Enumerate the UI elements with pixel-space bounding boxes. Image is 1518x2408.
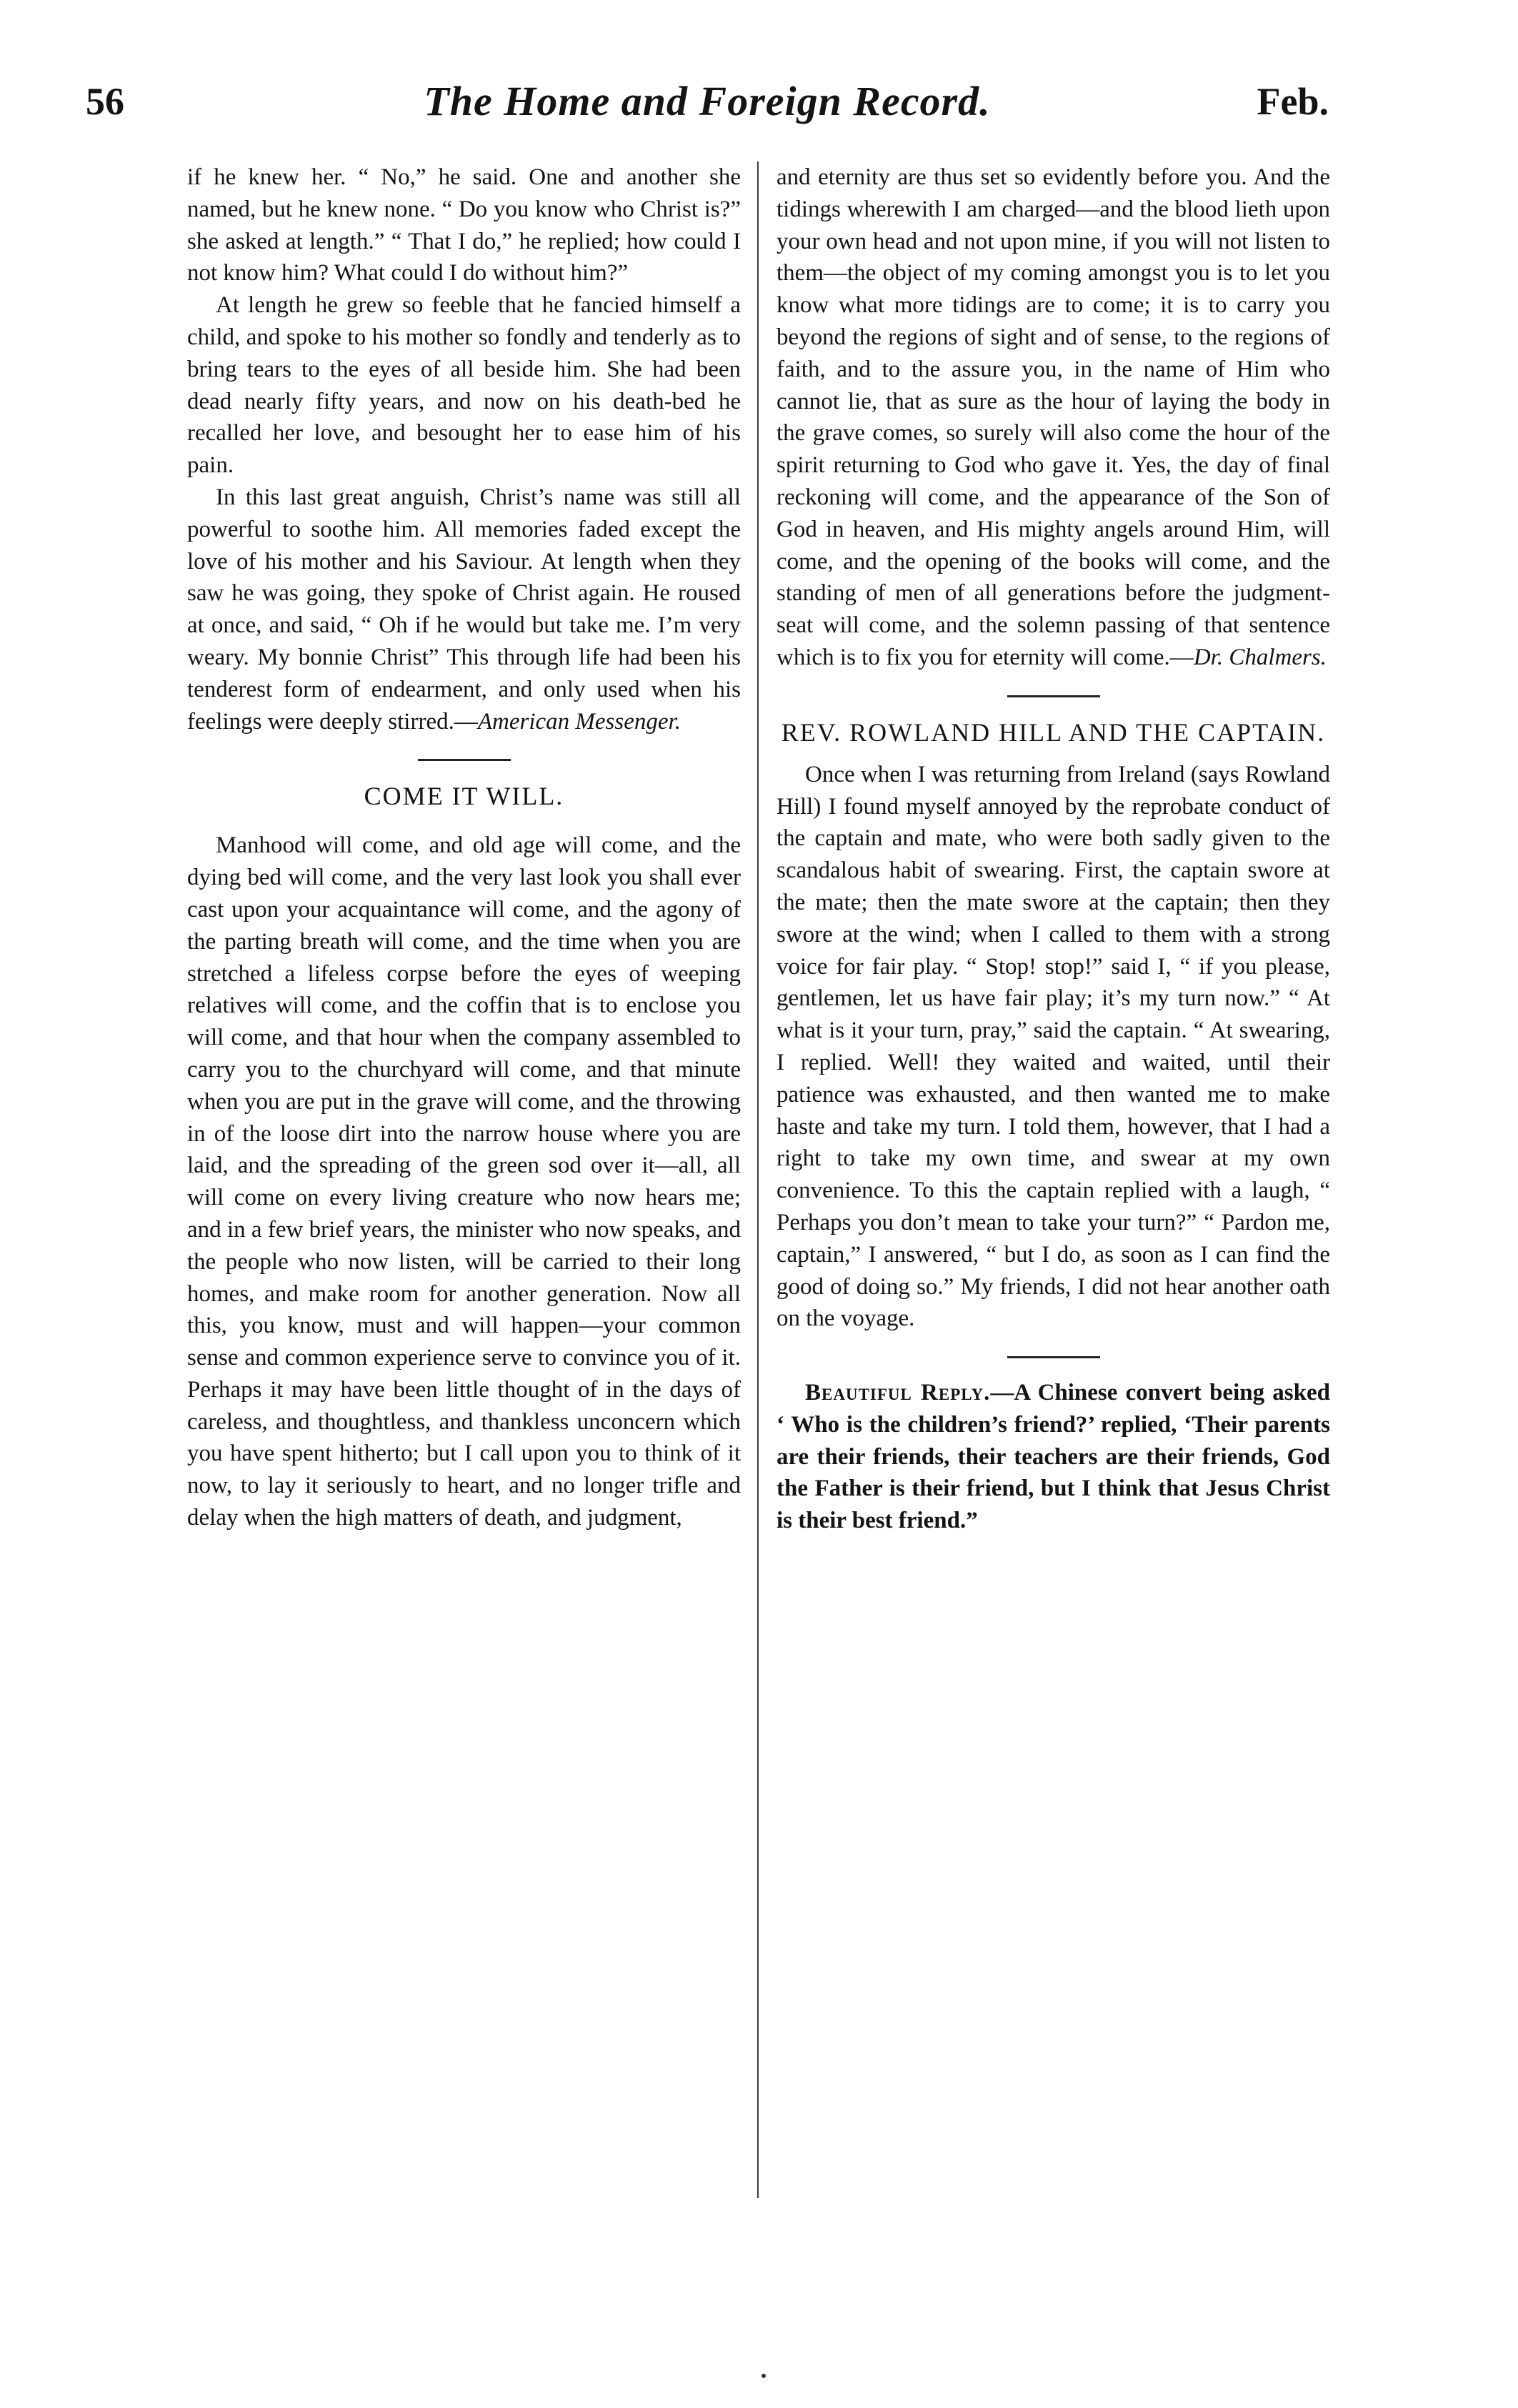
section-divider [418,759,511,761]
story-paragraph: if he knew her. “ No,” he said. One and another she named, but he knew none. “ Do you know who Christ is?” she asked at length.” “ That I do,” he replied; how could I not know him? What could I do without him?” [187,164,741,287]
page-header [86,73,1329,130]
beautiful-reply-body: —A Chinese convert being asked ‘ Who is the children’s friend?’ replied, ‘Their parents are their friends, their teachers are their friends, God the Father is their friend, but I think that Jesus Christ is their best friend.” [777,1380,1330,1534]
running-title: The Home and Foreign Record. [424,78,991,124]
article-body-rowland-hill: Once when I was returning from Ireland (says Rowland Hill) I found myself annoyed by the reprobate conduct of the captain and mate, who were both sadly given to the scandalous habit of swearing. First, the captain swore at the mate; then the mate swore at the captain; then they swore at the wind; when I called to them with a strong voice for fair play. “ Stop! stop!” said I, “ if you please, gentlemen, let us have fair play; it’s my turn now.” “ At what is it your turn, pray,” said the captain. “ At swearing, I replied. Well! they waited and waited, until their patience was exhausted, and then wanted me to make haste and take my turn. I told them, however, that I had a right to take my own time, and swear at my own convenience. To this the captain replied with a laugh, “ Perhaps you don’t mean to take your turn?” “ Pardon me, captain,” I answered, “ but I do, as soon as I can find the good of doing so.” My friends, I did not hear another oath on the voyage. [777,761,1330,1332]
left-column [187,161,741,1534]
page-number: 56 [86,80,124,123]
column-divider [757,161,759,2198]
story-paragraph-final [187,482,741,737]
right-column [777,161,1330,1537]
ink-dot [762,2374,766,2378]
section-divider [1007,1356,1100,1358]
continuation-text: and eternity are thus set so evidently before you. And the tidings wherewith I am charged—and the blood lieth upon your own head and not upon mine, if you will not listen to them—the object of my coming amongst you is to let you know what more tidings are to come; it is to carry you beyond the regions of sight and of sense, to the regions of faith, and to the assure you, in the name of Him who cannot lie, that as sure as the hour of laying the body in the grave comes, so surely will also come the hour of the spirit returning to God who gave it. Yes, the day of final reckoning will come, and the appearance of the Son of God in heaven, and His mighty angels around Him, will come, and the opening of the books will come, and the standing of men of all generations before the judgment-seat will come, and the solemn passing of that sentence which is to fix you for eternity will come.— [777,164,1330,670]
article-title-come-it-will: COME IT WILL. [364,782,564,811]
article-body-come-it-will: Manhood will come, and old age will come, and the dying bed will come, and the very last look you shall ever cast upon your acquaintance will come, and the agony of the parting breath will come, and the time when you are stretched a lifeless corpse before the eyes of weeping relatives will come, and the coffin that is to enclose you will come, and that hour when the company assembled to carry you to the churchyard will come, and that minute when you are put in the grave will come, and the throwing in of the loose dirt into the narrow house where you are laid, and the spreading of the green sod over it—all, all will come on every living creature who now hears me; and in a few brief years, the minister who now speaks, and the people who now listen, will be carried to their long homes, and make room for another generation. Now all this, you know, must and will happen—your common sense and common experience serve to convince you of it. Perhaps it may have been little thought of in the days of careless, and thoughtless, and thankless unconcern which you have spent hitherto; but I call upon you to think of it now, to lay it seriously to heart, and no longer trifle and delay when the high matters of death, and judgment, [187,832,741,1531]
continuation-source: Dr. Chalmers. [1193,644,1327,670]
story-paragraph: At length he grew so feeble that he fancied himself a child, and spoke to his mother so fondly and tenderly as to bring tears to the eyes of all beside him. She had been dead nearly fifty years, and now on his death-bed he recalled her love, and besought her to ease him of his pain. [187,292,741,479]
story-paragraph-text: In this last great anguish, Christ’s name was still all powerful to soothe him. All memories faded except the love of his mother and his Saviour. At length when they saw he was going, they spoke of Christ again. He roused at once, and said, “ Oh if he would but take me. I’m very weary. My bonnie Christ” This through life had been his tenderest form of endearment, and only used when his feelings were deeply stirred.— [187,484,741,735]
article-beautiful-reply [777,1377,1330,1537]
continuation-paragraph [777,161,1330,674]
beautiful-reply-lead: Beautiful Reply. [805,1380,991,1406]
section-divider [1007,695,1100,697]
story-source: American Messenger. [477,708,681,735]
page-month: Feb. [1257,80,1329,123]
article-title-rowland-hill: REV. ROWLAND HILL AND THE CAPTAIN. [781,717,1326,747]
